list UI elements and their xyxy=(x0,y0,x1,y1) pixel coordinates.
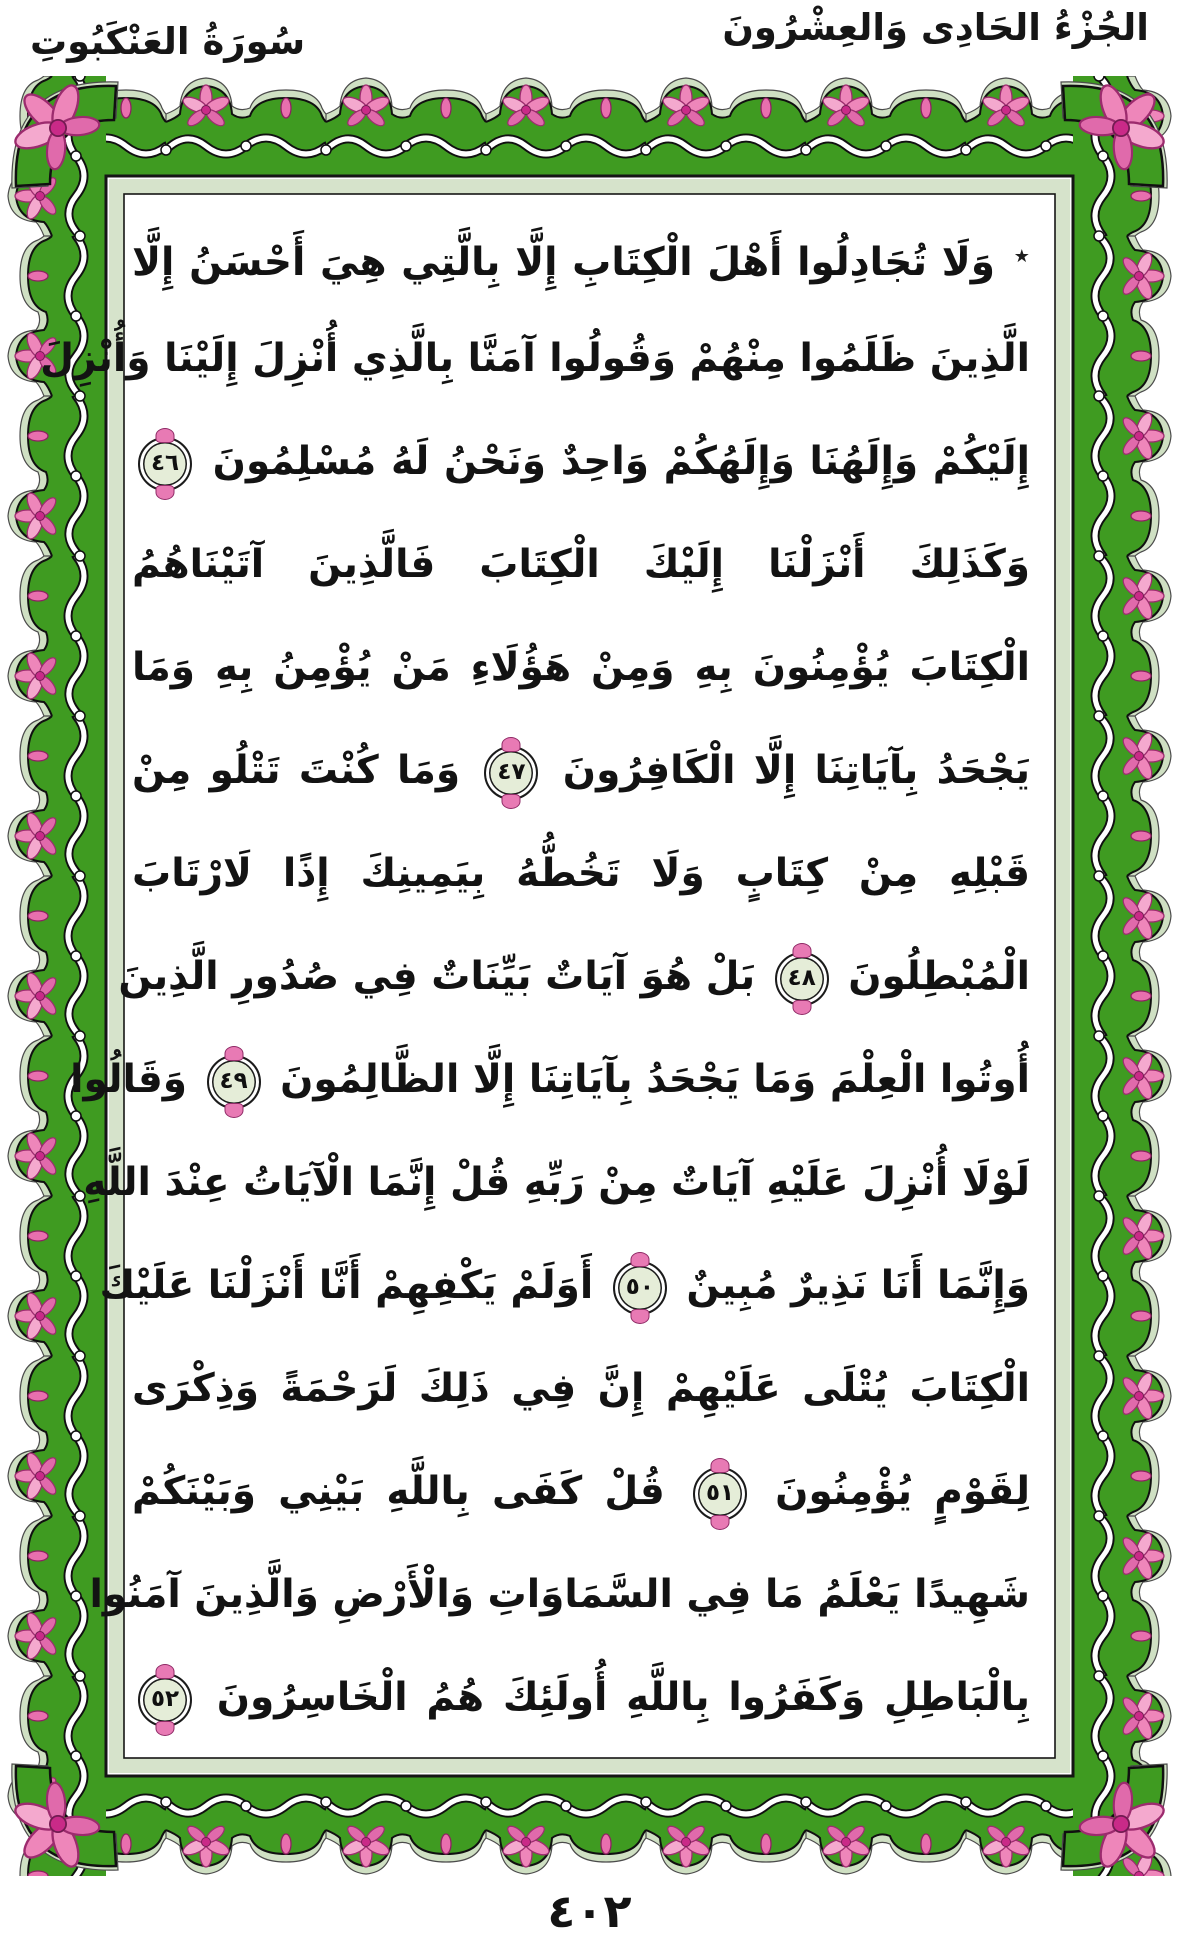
ayah-number: ٤٨ xyxy=(787,965,816,991)
surah-title: سُورَةُ العَنْكَبُوتِ xyxy=(30,20,306,63)
quran-line xyxy=(99,1234,1030,1337)
ayah-number: ٥١ xyxy=(705,1480,735,1506)
quran-line xyxy=(132,204,1030,307)
quran-text-segment: بَلْ هُوَ آيَاتٌ بَيِّنَاتٌ فِي صُدُورِ الَّذِينَ xyxy=(118,954,756,999)
ayah-end-marker xyxy=(484,746,538,800)
quran-text-segment: وَإِنَّمَا أَنَا نَذِيرٌ مُبِينٌ xyxy=(686,1263,1030,1308)
quran-line xyxy=(40,307,1030,410)
ayah-end-marker xyxy=(775,952,829,1006)
quran-text-segment: وَمَا كُنْتَ تَتْلُو مِنْ xyxy=(132,748,461,793)
ayah-end-marker xyxy=(207,1055,261,1109)
quran-text-segment: بِالْبَاطِلِ وَكَفَرُوا بِاللَّهِ أُولَئِكَ هُمُ الْخَاسِرُونَ xyxy=(216,1675,1031,1720)
quran-text-segment: أَوَلَمْ يَكْفِهِمْ أَنَّا أَنْزَلْنَا عَلَيْكَ xyxy=(99,1263,594,1308)
quran-text-segment: يَجْحَدُ بِآيَاتِنَا إِلَّا الْكَافِرُونَ xyxy=(562,748,1031,793)
quran-line xyxy=(132,616,1030,719)
ayah-number: ٤٧ xyxy=(497,759,526,785)
quran-text-segment: شَهِيدًا يَعْلَمُ مَا فِي السَّمَاوَاتِ وَالْأَرْضِ وَالَّذِينَ آمَنُوا xyxy=(89,1572,1030,1617)
quran-text-segment: لِقَوْمٍ يُؤْمِنُونَ xyxy=(775,1469,1031,1514)
quran-text-segment: وَلَا تُجَادِلُوا أَهْلَ الْكِتَابِ إِلَّا بِالَّتِي هِيَ أَحْسَنُ إِلَّا xyxy=(132,240,995,285)
ayah-end-marker xyxy=(693,1467,747,1521)
quran-line xyxy=(132,513,1030,616)
quran-text-segment: وَكَذَلِكَ أَنْزَلْنَا إِلَيْكَ الْكِتَابَ فَالَّذِينَ آتَيْنَاهُمُ xyxy=(132,542,1030,587)
ayah-number: ٤٩ xyxy=(219,1068,248,1094)
quran-line xyxy=(70,1028,1030,1131)
quran-text-area xyxy=(40,204,1031,1764)
quran-text-segment: أُوتُوا الْعِلْمَ وَمَا يَجْحَدُ بِآيَاتِنَا إِلَّا الظَّالِمُونَ xyxy=(280,1057,1030,1102)
quran-line xyxy=(83,1131,1030,1234)
quran-text-segment: وَقَالُوا xyxy=(70,1057,187,1102)
quran-text-segment: الْمُبْطِلُونَ xyxy=(848,954,1030,999)
quran-line xyxy=(118,925,1030,1028)
rub-el-hizb-icon: ٭ xyxy=(1013,238,1031,273)
ayah-number: ٤٦ xyxy=(150,450,180,476)
quran-line xyxy=(132,1440,1030,1543)
quran-text-segment: الْكِتَابَ يُؤْمِنُونَ بِهِ وَمِنْ هَؤُلَاءِ مَنْ يُؤْمِنُ بِهِ وَمَا xyxy=(132,645,1030,690)
juz-title: الجُزْءُ الحَادِى وَالعِشْرُونَ xyxy=(722,6,1149,49)
ayah-end-marker xyxy=(613,1261,667,1315)
quran-text-segment: لَوْلَا أُنْزِلَ عَلَيْهِ آيَاتٌ مِنْ رَبِّهِ قُلْ إِنَّمَا الْآيَاتُ عِنْدَ اللَّهِ xyxy=(83,1160,1030,1205)
quran-text-segment: قَبْلِهِ مِنْ كِتَابٍ وَلَا تَخُطُّهُ بِيَمِينِكَ إِذًا لَارْتَابَ xyxy=(132,851,1030,896)
quran-line xyxy=(89,1543,1030,1646)
ayah-number: ٥٠ xyxy=(625,1274,654,1300)
quran-line xyxy=(132,719,1030,822)
page-number: ٤٠٢ xyxy=(547,1884,632,1938)
ayah-end-marker xyxy=(138,1673,192,1727)
quran-text-segment: قُلْ كَفَى بِاللَّهِ بَيْنِي وَبَيْنَكُمْ xyxy=(132,1469,665,1514)
ayah-end-marker xyxy=(138,437,192,491)
ayah-number: ٥٢ xyxy=(150,1686,180,1712)
quran-text-segment: الْكِتَابَ يُتْلَى عَلَيْهِمْ إِنَّ فِي ذَلِكَ لَرَحْمَةً وَذِكْرَى xyxy=(132,1366,1030,1411)
quran-text-segment: الَّذِينَ ظَلَمُوا مِنْهُمْ وَقُولُوا آمَنَّا بِالَّذِي أُنْزِلَ إِلَيْنَا وَأُنْزِلَ xyxy=(40,336,1030,381)
quran-line xyxy=(132,410,1030,513)
page-header xyxy=(0,4,1179,63)
quran-line xyxy=(132,1646,1030,1749)
quran-line xyxy=(132,1337,1030,1440)
quran-line xyxy=(132,822,1030,925)
quran-text-segment: إِلَيْكُمْ وَإِلَهُنَا وَإِلَهُكُمْ وَاحِدٌ وَنَحْنُ لَهُ مُسْلِمُونَ xyxy=(212,439,1030,484)
